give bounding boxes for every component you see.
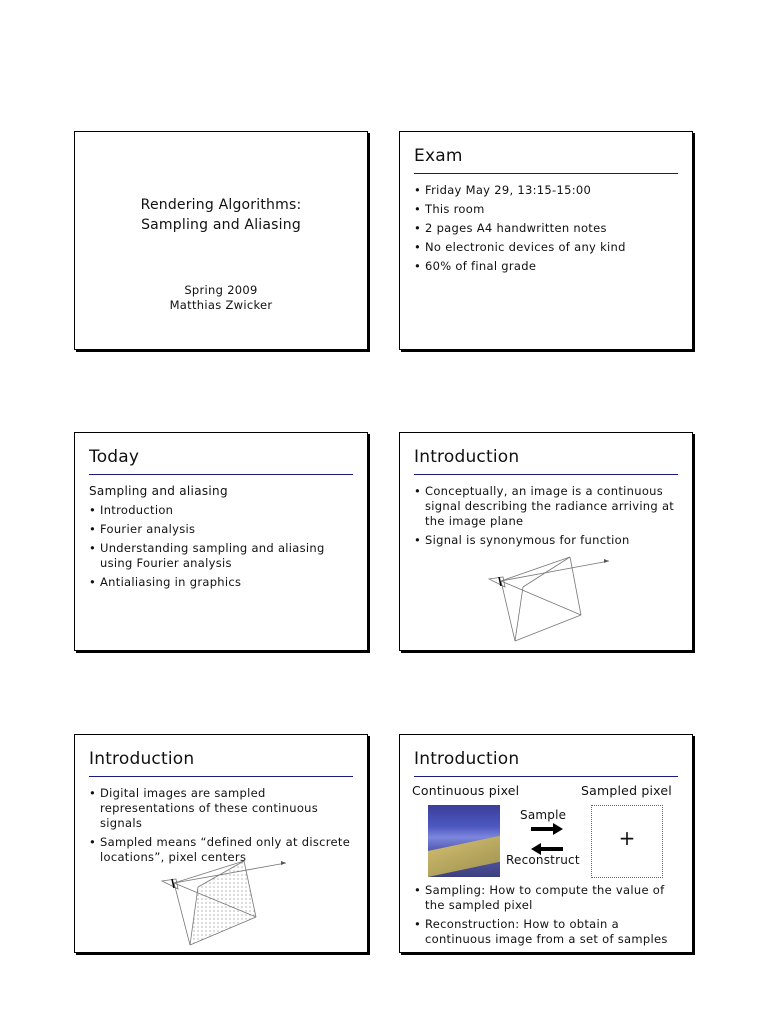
presentation-subtitle [75, 283, 367, 313]
list-item: • Sampling: How to compute the value of the sampled pixel [414, 883, 680, 913]
list-item: • Friday May 29, 13:15-15:00 [414, 183, 680, 198]
title-rule [414, 173, 678, 174]
slide-exam [399, 131, 693, 350]
slide-heading: Introduction [89, 749, 195, 769]
list-item: • Fourier analysis [89, 522, 355, 537]
slide-heading: Introduction [414, 749, 520, 769]
list-item: • Sampled means “defined only at discrete locations”, pixel centers [89, 835, 355, 865]
sampled-frustum-diagram [160, 857, 290, 949]
bullet-list [89, 503, 355, 590]
list-item: • Introduction [89, 503, 355, 518]
bullet-list [89, 786, 355, 865]
slide-title [74, 131, 368, 350]
slide-introduction-3 [399, 734, 693, 953]
list-item: • Reconstruction: How to obtain a continuous image from a set of samples [414, 917, 680, 947]
reconstruct-label: Reconstruct [506, 853, 580, 867]
continuous-pixel-label: Continuous pixel [412, 783, 520, 798]
presentation-title [75, 195, 367, 235]
title-rule [414, 776, 678, 777]
sampled-pixel-label: Sampled pixel [581, 783, 672, 798]
slide-introduction-1 [399, 432, 693, 651]
list-item: • This room [414, 202, 680, 217]
list-item: • No electronic devices of any kind [414, 240, 680, 255]
bullet-list [414, 883, 680, 947]
title-line-1: Rendering Algorithms: [140, 197, 302, 213]
title-line-2: Sampling and Aliasing [141, 217, 301, 233]
author: Matthias Zwicker [169, 298, 273, 312]
slide-introduction-2 [74, 734, 368, 953]
sample-point-marker: + [618, 826, 636, 850]
list-item: • Antialiasing in graphics [89, 575, 355, 590]
sample-arrow-icon [531, 823, 563, 835]
intro-text: Sampling and aliasing [89, 484, 228, 498]
sampled-pixel-box [591, 805, 663, 878]
bullet-list [414, 484, 680, 548]
list-item: • Signal is synonymous for function [414, 533, 680, 548]
sample-label: Sample [520, 808, 567, 822]
bullet-list [414, 183, 680, 274]
list-item: • Understanding sampling and aliasing using Fourier analysis [89, 541, 355, 571]
slide-heading: Exam [414, 146, 463, 166]
title-rule [89, 776, 353, 777]
title-rule [89, 474, 353, 475]
slide-today [74, 432, 368, 651]
camera-frustum-diagram [485, 553, 615, 648]
list-item: • 60% of final grade [414, 259, 680, 274]
continuous-pixel-image [428, 805, 500, 877]
semester: Spring 2009 [184, 283, 258, 297]
list-item: • Digital images are sampled representations of these continuous signals [89, 786, 355, 831]
list-item: • 2 pages A4 handwritten notes [414, 221, 680, 236]
title-rule [414, 474, 678, 475]
list-item: • Conceptually, an image is a continuous signal describing the radiance arriving at the image plane [414, 484, 680, 529]
slide-heading: Introduction [414, 447, 520, 467]
slide-heading: Today [89, 447, 140, 467]
